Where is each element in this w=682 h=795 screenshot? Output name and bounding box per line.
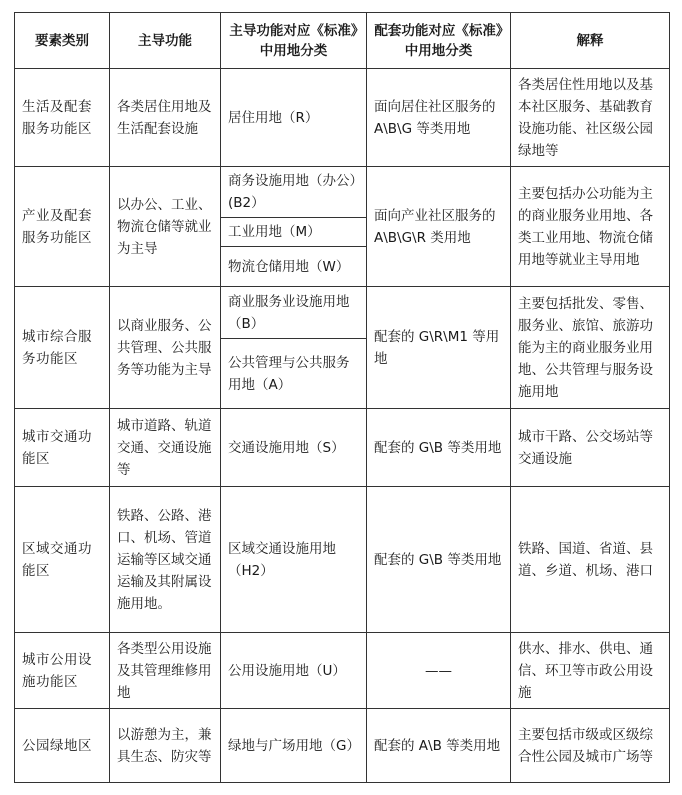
cell-type: 城市综合服务功能区 [15, 287, 110, 409]
table-row [15, 167, 670, 218]
table-row [15, 633, 670, 709]
cell-note: 城市干路、公交场站等交通设施 [511, 409, 670, 487]
cell-support-land: 配套的 A\B 等类用地 [367, 709, 511, 783]
cell-note: 铁路、国道、省道、县道、乡道、机场、港口 [511, 487, 670, 633]
cell-function: 以商业服务、公共管理、公共服务等功能为主导 [110, 287, 221, 409]
cell-note: 主要包括市级或区级综合性公园及城市广场等 [511, 709, 670, 783]
table-row [15, 487, 670, 633]
cell-support-land: 配套的 G\B 等类用地 [367, 409, 511, 487]
header-support-land: 配套功能对应《标准》中用地分类 [367, 13, 511, 69]
cell-type: 生活及配套服务功能区 [15, 69, 110, 167]
table-row [15, 709, 670, 783]
cell-main-land: 区域交通设施用地（H2） [221, 487, 367, 633]
cell-support-land: 面向产业社区服务的 A\B\G\R 类用地 [367, 167, 511, 287]
cell-main-land: 公用设施用地（U） [221, 633, 367, 709]
cell-main-land: 商业服务业设施用地（B） [221, 287, 367, 339]
cell-main-land: 商务设施用地（办公）(B2） [221, 167, 367, 218]
cell-type: 城市公用设施功能区 [15, 633, 110, 709]
land-use-classification-table [14, 12, 670, 783]
cell-main-land: 居住用地（R） [221, 69, 367, 167]
header-row [15, 13, 670, 69]
cell-note: 供水、排水、供电、通信、环卫等市政公用设施 [511, 633, 670, 709]
header-main-land: 主导功能对应《标准》中用地分类 [221, 13, 367, 69]
cell-support-land: 配套的 G\R\M1 等用地 [367, 287, 511, 409]
table-row [15, 69, 670, 167]
cell-note: 主要包括办公功能为主的商业服务业用地、各类工业用地、物流仓储用地等就业主导用地 [511, 167, 670, 287]
cell-note: 主要包括批发、零售、服务业、旅馆、旅游功能为主的商业服务业用地、公共管理与服务设施用地 [511, 287, 670, 409]
header-function: 主导功能 [110, 13, 221, 69]
cell-function: 铁路、公路、港口、机场、管道运输等区域交通运输及其附属设施用地。 [110, 487, 221, 633]
cell-type: 区域交通功能区 [15, 487, 110, 633]
cell-type: 公园绿地区 [15, 709, 110, 783]
header-note: 解释 [511, 13, 670, 69]
cell-support-land: —— [367, 633, 511, 709]
cell-function: 各类型公用设施及其管理维修用地 [110, 633, 221, 709]
cell-function: 各类居住用地及生活配套设施 [110, 69, 221, 167]
cell-main-land: 绿地与广场用地（G） [221, 709, 367, 783]
cell-support-land: 面向居住社区服务的 A\B\G 等类用地 [367, 69, 511, 167]
cell-function: 以游憩为主，兼具生态、防灾等 [110, 709, 221, 783]
header-type: 要素类别 [15, 13, 110, 69]
cell-type: 产业及配套服务功能区 [15, 167, 110, 287]
cell-function: 以办公、工业、物流仓储等就业为主导 [110, 167, 221, 287]
table-row [15, 287, 670, 339]
cell-type: 城市交通功能区 [15, 409, 110, 487]
cell-function: 城市道路、轨道交通、交通设施等 [110, 409, 221, 487]
cell-note: 各类居住性用地以及基本社区服务、基础教育设施功能、社区级公园绿地等 [511, 69, 670, 167]
table-row [15, 409, 670, 487]
cell-main-land: 工业用地（M） [221, 218, 367, 247]
cell-support-land: 配套的 G\B 等类用地 [367, 487, 511, 633]
cell-main-land: 公共管理与公共服务用地（A） [221, 339, 367, 409]
cell-main-land: 物流仓储用地（W） [221, 247, 367, 287]
cell-main-land: 交通设施用地（S） [221, 409, 367, 487]
